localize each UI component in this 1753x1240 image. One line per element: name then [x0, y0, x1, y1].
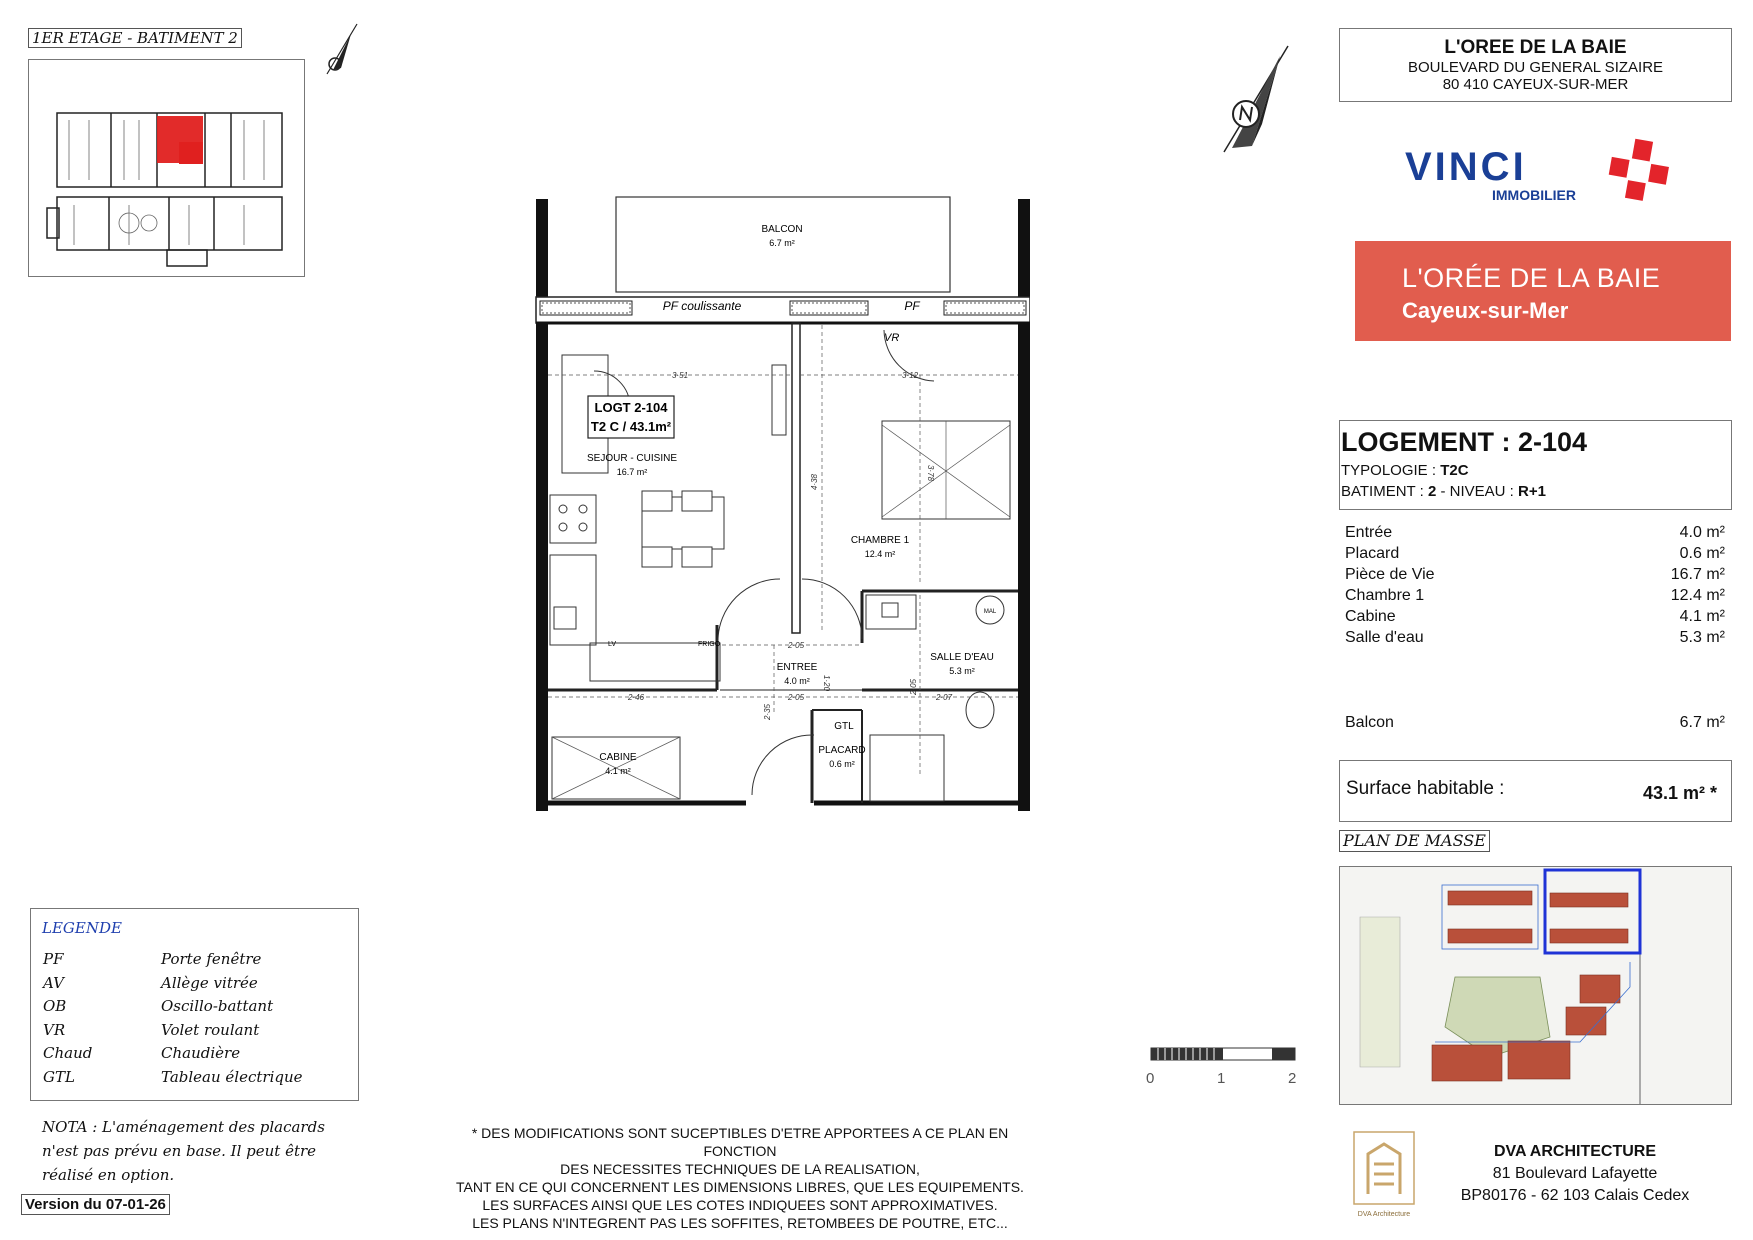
north-arrow-large-icon [1218, 44, 1290, 156]
frigo-label: FRIGO [698, 641, 721, 648]
surface-value: 4.1 m² [1679, 608, 1725, 625]
floor-label-text: 1ER ETAGE - BATIMENT 2 [32, 29, 238, 47]
disclaimer-line: LES PLANS N'INTEGRENT PAS LES SOFFITES, RETOMBEES DE POUTRE, ETC... [472, 1215, 1008, 1231]
dim-205c: 2·05 [909, 678, 918, 695]
surface-label: Entrée [1345, 524, 1393, 541]
room-area-placard: 0.6 m² [829, 759, 855, 769]
architect-block [1420, 1141, 1730, 1207]
balcon-label: Balcon [1345, 714, 1394, 731]
scale-tick-1: 1 [1217, 1070, 1226, 1087]
surface-row [1345, 608, 1725, 626]
project-address-line1: BOULEVARD DU GENERAL SIZAIRE [1407, 59, 1664, 76]
vinci-sub: IMMOBILIER [1492, 187, 1576, 203]
disclaimer [440, 1124, 1040, 1232]
surface-label: Chambre 1 [1345, 587, 1425, 604]
banner-subtitle: Cayeux-sur-Mer [1402, 298, 1569, 323]
project-banner [1355, 241, 1731, 341]
surface-label: Placard [1345, 545, 1400, 562]
niveau-value: R+1 [1517, 483, 1546, 500]
legend-desc: Allège vitrée [161, 974, 258, 992]
project-name: L'OREE DE LA BAIE [1444, 37, 1627, 58]
dim-246: 2·46 [628, 693, 645, 702]
nota-text: NOTA : L'aménagement des placards n'est pas prévu en base. Il peut être réalisé en option. [42, 1118, 325, 1184]
disclaimer-line: * DES MODIFICATIONS SONT SUCEPTIBLES D'ETRE APPORTEES A CE PLAN EN FONCTION [471, 1125, 1009, 1159]
surface-label: Cabine [1345, 608, 1396, 625]
batiment-line [1341, 483, 1546, 500]
architect-line1: 81 Boulevard Lafayette [1492, 1165, 1658, 1182]
key-plan-drawing [29, 60, 304, 276]
legend-abbr: VR [43, 1021, 66, 1039]
legend-abbr: OB [43, 997, 67, 1015]
surface-row [1345, 587, 1725, 605]
room-area-sejour: 16.7 m² [616, 467, 648, 477]
room-area-sde: 5.3 m² [949, 666, 975, 676]
niveau-label: - NIVEAU : [1436, 483, 1518, 500]
dim-207: 2·07 [936, 693, 953, 702]
surface-label: Salle d'eau [1345, 629, 1424, 646]
floor-plan [532, 195, 1030, 815]
disclaimer-line: TANT EN CE QUI CONCERNENT LES DIMENSIONS LIBRES, QUE LES EQUIPEMENTS. [456, 1179, 1024, 1195]
legend-item [43, 1021, 260, 1039]
room-name-cabine: CABINE [599, 752, 637, 763]
room-name-balcon: BALCON [761, 224, 803, 235]
surface-label: Pièce de Vie [1345, 566, 1435, 583]
balcon-row [1345, 714, 1725, 732]
plan-masse-text: PLAN DE MASSE [1343, 831, 1486, 850]
gtl-label: GTL [834, 721, 854, 732]
north-arrow-small-icon [323, 22, 359, 80]
surface-value: 5.3 m² [1679, 629, 1725, 646]
surface-value: 4.0 m² [1679, 524, 1725, 541]
legend-item [43, 950, 262, 968]
floor-label [28, 28, 242, 48]
plan-masse-label [1339, 830, 1490, 852]
room-name-sejour: SEJOUR - CUISINE [586, 453, 678, 464]
plan-masse-drawing [1340, 867, 1731, 1104]
banner-title: L'ORÉE DE LA BAIE [1402, 263, 1661, 293]
surface-value: 12.4 m² [1670, 587, 1725, 604]
room-area-balcon: 6.7 m² [769, 238, 795, 248]
scale-tick-0: 0 [1146, 1070, 1155, 1087]
architect-line2: BP80176 - 62 103 Calais Cedex [1460, 1187, 1690, 1204]
legend-title: LEGENDE [42, 919, 122, 937]
batiment-value: 2 [1427, 483, 1437, 500]
logement-title: LOGEMENT : 2-104 [1341, 427, 1588, 457]
room-name-chambre: CHAMBRE 1 [850, 535, 910, 546]
dva-logo-caption: DVA Architecture [1357, 1211, 1411, 1218]
surface-value: 16.7 m² [1670, 566, 1725, 583]
pf-coulissante-label: PF coulissante [662, 299, 742, 313]
habitable-value: 43.1 m² * [1642, 783, 1717, 803]
dim-378: 3·78 [926, 465, 935, 482]
logt-number: LOGT 2-104 [594, 400, 668, 415]
dim-438: 4·38 [810, 473, 819, 490]
pf-label: PF [904, 299, 920, 313]
scale-bar [1150, 1046, 1300, 1066]
room-area-chambre: 12.4 m² [864, 549, 896, 559]
typologie-line [1341, 462, 1469, 479]
logement-header [1339, 420, 1732, 510]
dim-235: 2·35 [763, 703, 772, 720]
vinci-word: VINCI [1405, 145, 1527, 189]
vinci-immobilier-logo [1400, 130, 1700, 210]
dim-312: 3·12 [902, 371, 919, 380]
habitable-label: Surface habitable : [1346, 778, 1505, 799]
project-title-block [1339, 28, 1732, 102]
dim-205b: 2·05 [788, 693, 805, 702]
surface-row [1345, 545, 1725, 563]
typologie-value: T2C [1440, 462, 1469, 479]
legend [30, 908, 359, 1101]
room-name-sde: SALLE D'EAU [930, 652, 994, 663]
typologie-label: TYPOLOGIE : [1341, 462, 1441, 479]
plan-masse [1339, 866, 1732, 1105]
legend-abbr: PF [43, 950, 64, 968]
project-address-line2: 80 410 CAYEUX-SUR-MER [1442, 76, 1629, 93]
scale-tick-2: 2 [1288, 1070, 1297, 1087]
surface-value: 0.6 m² [1679, 545, 1725, 562]
legend-abbr: Chaud [43, 1044, 93, 1062]
room-area-entree: 4.0 m² [784, 676, 810, 686]
legend-desc: Porte fenêtre [161, 950, 262, 968]
legend-abbr: GTL [43, 1068, 75, 1086]
balcon-value: 6.7 m² [1679, 714, 1725, 731]
batiment-label: BATIMENT : [1341, 483, 1428, 500]
legend-abbr: AV [43, 974, 64, 992]
legend-desc: Oscillo-battant [161, 997, 274, 1015]
logt-type: T2 C / 43.1m² [590, 419, 672, 434]
mal-label: MAL [983, 609, 997, 615]
surface-row [1345, 566, 1725, 584]
legend-item [43, 974, 258, 992]
legend-desc: Chaudière [161, 1044, 241, 1062]
room-area-cabine: 4.1 m² [605, 766, 631, 776]
dva-architecture-logo [1350, 1130, 1418, 1220]
room-name-placard: PLACARD [818, 745, 866, 756]
key-plan [28, 59, 305, 277]
version-label: Version du 07-01-26 [21, 1194, 170, 1215]
legend-desc: Volet roulant [161, 1021, 260, 1039]
dim-205a: 2·05 [788, 641, 805, 650]
dim-120: 1·20 [822, 675, 831, 692]
disclaimer-line: LES SURFACES AINSI QUE LES COTES INDIQUEES SONT APPROXIMATIVES. [482, 1197, 998, 1213]
lv-label: LV [608, 641, 617, 648]
surface-row [1345, 629, 1725, 647]
legend-desc: Tableau électrique [161, 1068, 303, 1086]
disclaimer-line: DES NECESSITES TECHNIQUES DE LA REALISATION, [560, 1161, 920, 1177]
room-name-entree: ENTREE [776, 662, 818, 673]
legend-item [43, 997, 274, 1015]
vr-label: VR [884, 332, 900, 344]
dim-351: 3·51 [672, 371, 689, 380]
legend-item [43, 1044, 241, 1062]
surface-habitable [1339, 760, 1732, 822]
surface-row [1345, 524, 1725, 542]
architect-name: DVA ARCHITECTURE [1493, 1143, 1657, 1160]
legend-item [43, 1068, 303, 1086]
